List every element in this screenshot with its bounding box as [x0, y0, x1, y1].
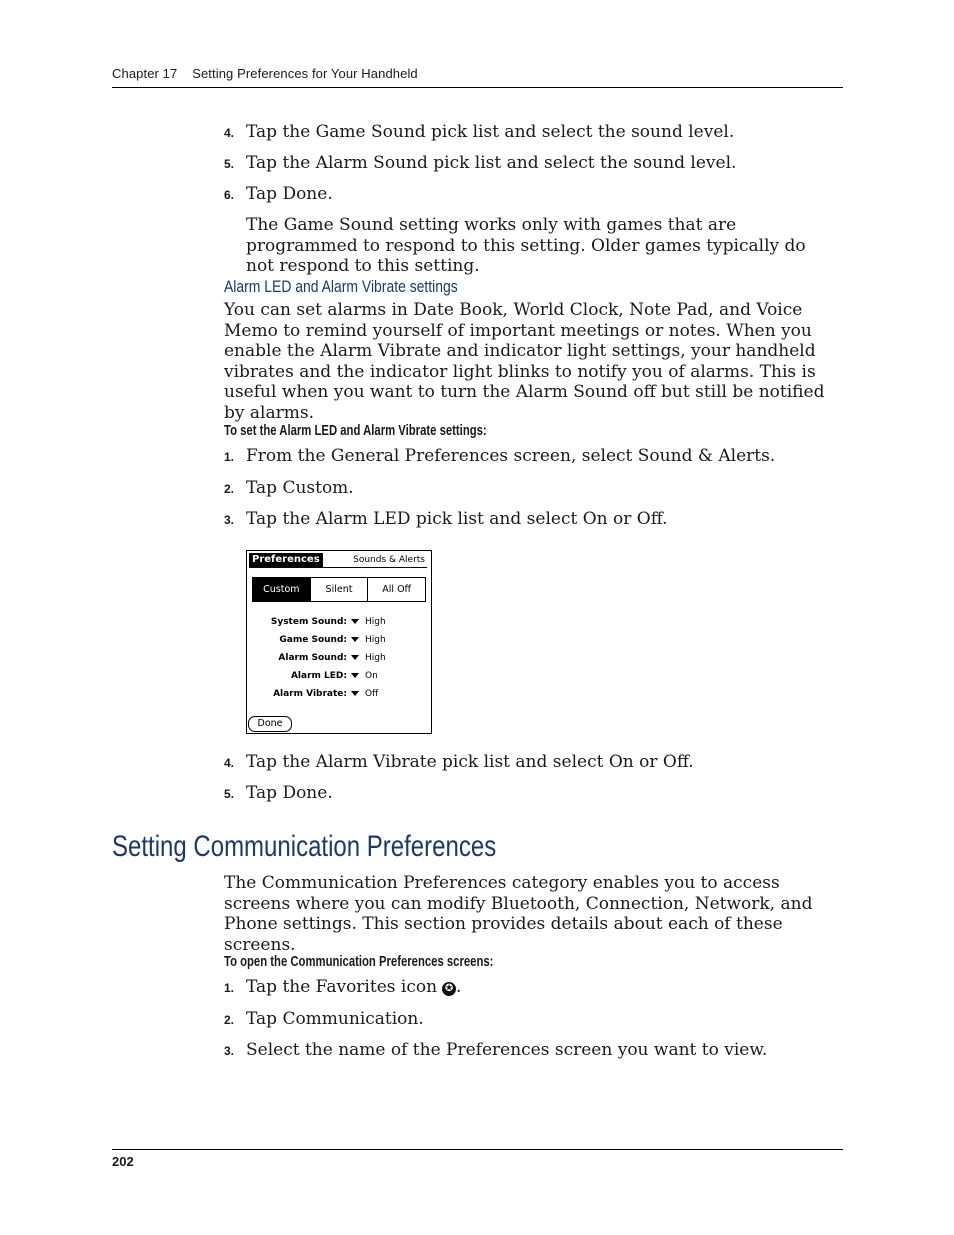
alarm-procedure-heading: To set the Alarm LED and Alarm Vibrate settings: — [224, 423, 487, 439]
dropdown-arrow-icon — [351, 637, 359, 642]
palm-tabs — [252, 577, 426, 602]
header-rule — [112, 87, 843, 88]
header-title: Setting Preferences for Your Handheld — [192, 66, 418, 81]
section-title: Setting Communication Preferences — [112, 830, 497, 863]
page-number: 202 — [112, 1154, 134, 1169]
list-item: 5. Tap Done. — [224, 783, 333, 803]
tab-custom: Custom — [253, 578, 311, 601]
alarm-section-heading: Alarm LED and Alarm Vibrate settings — [224, 277, 458, 296]
running-header — [112, 66, 418, 81]
tab-silent: Silent — [311, 578, 369, 601]
footer-rule — [112, 1149, 843, 1150]
comm-procedure-heading: To open the Communication Preferences screens: — [224, 954, 494, 970]
palm-category: Sounds & Alerts — [353, 555, 425, 565]
dropdown-arrow-icon — [351, 673, 359, 678]
list-item: 3. Tap the Alarm LED pick list and select On or Off. — [224, 509, 668, 529]
header-chapter: Chapter 17 — [112, 66, 178, 81]
comm-section-body: The Communication Preferences category enables you to access screens where you can modify Bluetooth, Connection, Network, and Phone settings. This section provides details about each of these screens. — [224, 873, 813, 955]
alarm-section-body: You can set alarms in Date Book, World Clock, Note Pad, and Voice Memo to remind yourself of important meetings or notes. When you enable the Alarm Vibrate and indicator light settings, your handheld vibrates and the indicator light blinks to notify you of alarms. This is useful when you want to turn the Alarm Sound off but still be notified by alarms. — [224, 300, 825, 423]
list-item: 6. Tap Done. — [224, 184, 333, 204]
game-sound-note: The Game Sound setting works only with games that are programmed to respond to this setting. Older games typically do not respond to this setting. — [246, 215, 806, 276]
list-item: 1. Tap the Favorites icon ✪ . — [224, 977, 462, 997]
list-item: 2. Tap Custom. — [224, 478, 354, 498]
list-item: 5. Tap the Alarm Sound pick list and select the sound level. — [224, 153, 737, 173]
palm-row-alarm-led: Alarm LED: On — [290, 671, 378, 681]
palm-row-game-sound: Game Sound: High — [279, 635, 386, 645]
palm-title: Preferences — [249, 553, 323, 567]
palm-titlebar — [249, 553, 427, 568]
palm-row-alarm-vibrate: Alarm Vibrate: Off — [273, 689, 379, 699]
list-item: 1. From the General Preferences screen, select Sound & Alerts. — [224, 446, 776, 466]
list-item: 3. Select the name of the Preferences screen you want to view. — [224, 1040, 768, 1060]
favorites-icon: ✪ — [442, 982, 456, 996]
list-item: 4. Tap the Alarm Vibrate pick list and select On or Off. — [224, 752, 694, 772]
list-item: 2. Tap Communication. — [224, 1009, 424, 1029]
dropdown-arrow-icon — [351, 691, 359, 696]
palm-row-alarm-sound: Alarm Sound: High — [278, 653, 386, 663]
dropdown-arrow-icon — [351, 619, 359, 624]
tab-all-off: All Off — [382, 584, 412, 595]
list-item: 4. Tap the Game Sound pick list and select the sound level. — [224, 122, 735, 142]
palm-done-button: Done — [248, 716, 292, 732]
palm-row-system-sound: System Sound: High — [270, 617, 386, 627]
sounds-alerts-screenshot — [246, 550, 432, 734]
dropdown-arrow-icon — [351, 655, 359, 660]
